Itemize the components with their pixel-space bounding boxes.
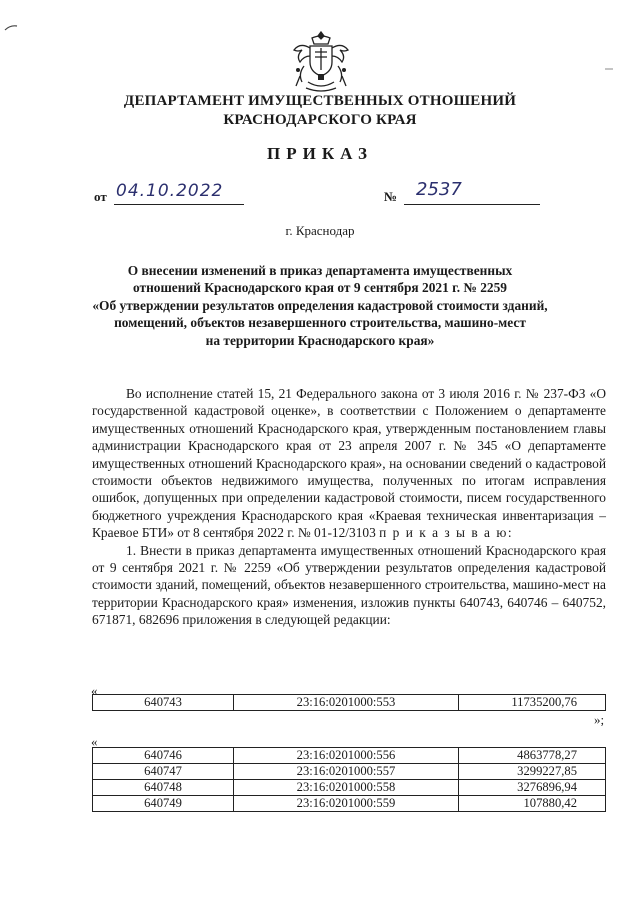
number-field: [384, 179, 540, 205]
date-label: от: [94, 189, 107, 204]
table-row: [93, 695, 606, 711]
cadastral-number-cell: 23:16:0201000:553: [234, 695, 459, 711]
subject-line: «Об утверждении результатов определения кадастровой стоимости зданий,: [92, 297, 548, 313]
table1-open-quote: «: [91, 683, 98, 698]
table-row: [93, 780, 606, 796]
department-name-line1: ДЕПАРТАМЕНТ ИМУЩЕСТВЕННЫХ ОТНОШЕНИЙ: [123, 93, 517, 109]
coat-of-arms-icon: [290, 30, 352, 94]
cadastral-value-cell: 3276896,94: [459, 780, 606, 796]
cadastral-value-cell: 11735200,76: [459, 695, 606, 711]
city-line: г. Краснодар: [285, 223, 355, 238]
cadastral-number-cell: 23:16:0201000:557: [234, 764, 459, 780]
number-handwritten: 2537: [416, 179, 462, 200]
department-name-line2: КРАСНОДАРСКОГО КРАЯ: [223, 112, 417, 128]
body-text: [92, 385, 606, 629]
date-underline: [114, 204, 244, 205]
cadastral-table-2: [92, 747, 606, 812]
cadastral-number-cell: 23:16:0201000:559: [234, 796, 459, 812]
row-number-cell: 640743: [93, 695, 234, 711]
subject-line: на территории Краснодарского края»: [205, 332, 435, 348]
cadastral-number-cell: 23:16:0201000:558: [234, 780, 459, 796]
cadastral-value-cell: 3299227,85: [459, 764, 606, 780]
item-1-paragraph: 1. Внести в приказ департамента имущественных отношений Краснодарского края от 9 сентября 2021 г. № 2259 «Об утверждении результатов определения кадастровой стоимости зданий, помещений, объектов незавершенного строительства, машино-мест на территории Краснодарского края» изменения, изложив пункты 640743, 640746 – 640752, 671871, 682696 приложения в следующей редакции:: [92, 542, 606, 628]
cadastral-table-1: [92, 694, 606, 711]
subject-line: помещений, объектов незавершенного строительства, машино-мест: [114, 315, 526, 331]
preamble-text: Во исполнение статей 15, 21 Федерального закона от 3 июля 2016 г. № 237-ФЗ «О государственной кадастровой оценке», в соответствии с Положением о департаменте имущественных отношений Краснодарского края, утвержденным постановлением главы администрации Краснодарского края от 23 апреля 2007 г. № 345 «О департаменте имущественных отношений Краснодарского края», на основании сведений о кадастровой стоимости объектов недвижимого имущества, полученных по итогам исправления ошибок, допущенных при определении кадастровой стоимости, писем государственного бюджетного учреждения Краснодарского края «Краевая техническая инвентаризация – Краевое БТИ» от 8 сентября 2022 г. № 01-12/3103: [92, 386, 606, 541]
row-number-cell: 640746: [93, 748, 234, 764]
date-field: [94, 183, 244, 205]
date-handwritten: 04.10.2022: [116, 181, 224, 201]
cadastral-value-cell: 4863778,27: [459, 748, 606, 764]
table-row: [93, 796, 606, 812]
cadastral-number-cell: 23:16:0201000:556: [234, 748, 459, 764]
subject-line: отношений Краснодарского края от 9 сентября 2021 г. № 2259: [132, 280, 507, 296]
scan-mark-icon: [604, 66, 614, 72]
table-row: [93, 764, 606, 780]
table2-open-quote: «: [91, 734, 98, 749]
table1-close-quote: »;: [594, 712, 605, 727]
row-number-cell: 640748: [93, 780, 234, 796]
prikazyvayu-text: п р и к а з ы в а ю:: [379, 525, 514, 541]
number-label: №: [384, 189, 398, 204]
row-number-cell: 640747: [93, 764, 234, 780]
row-number-cell: 640749: [93, 796, 234, 812]
cadastral-value-cell: 107880,42: [459, 796, 606, 812]
preamble-paragraph: [92, 385, 606, 542]
number-underline: [404, 204, 540, 205]
document-subject: [70, 262, 570, 349]
table-row: [93, 748, 606, 764]
document-type-title: ПРИКАЗ: [267, 144, 373, 163]
subject-line: О внесении изменений в приказ департамента имущественных: [127, 263, 513, 278]
scan-mark-icon: [4, 24, 18, 32]
